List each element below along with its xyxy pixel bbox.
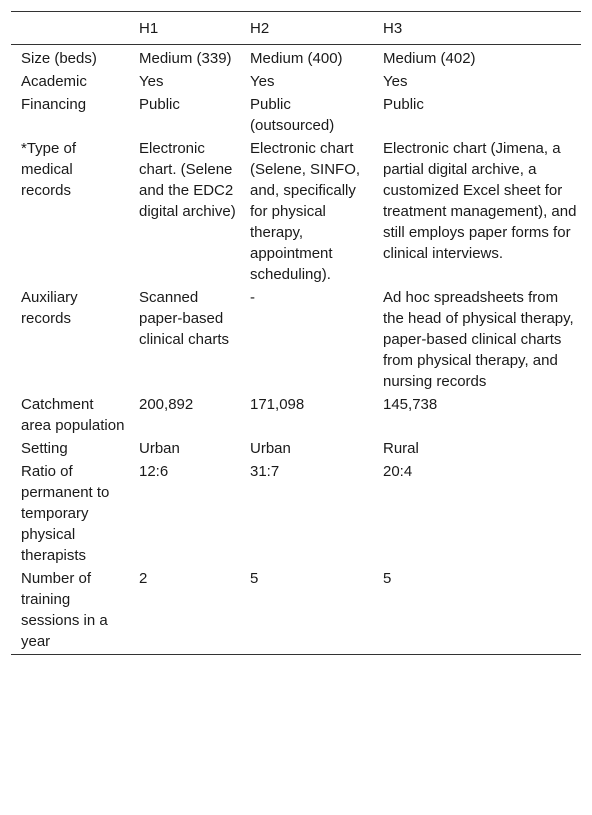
row-label: *Type of medical records <box>21 140 77 199</box>
cell-h1: 200,892 <box>139 396 194 413</box>
cell-h2: Urban <box>250 440 291 457</box>
cell-h1: Urban <box>139 440 180 457</box>
header-cell-blank <box>11 12 129 45</box>
cell-h2: 5 <box>250 570 259 587</box>
cell-h1: Medium (339) <box>139 50 232 67</box>
cell-h2: Yes <box>250 73 275 90</box>
header-cell-h1: H1 <box>139 19 159 37</box>
cell-h3: Ad hoc spreadsheets from the head of physical therapy, paper-based clinical charts from physical therapy, and nursing records <box>383 289 574 390</box>
row-label: Catchment area population <box>21 396 125 434</box>
cell-h3: Yes <box>383 73 408 90</box>
cell-h1: Yes <box>139 73 164 90</box>
header-row <box>11 12 581 45</box>
cell-h2: - <box>250 289 255 306</box>
table-row-training-sessions <box>11 566 581 655</box>
cell-h3: Public <box>383 96 424 113</box>
table-row-academic <box>11 69 581 92</box>
table-row-medical-records <box>11 136 581 285</box>
cell-h1: Scanned paper-based clinical charts <box>139 289 230 348</box>
cell-h1: 2 <box>139 570 148 587</box>
cell-h2: 31:7 <box>250 463 280 480</box>
cell-h3: Medium (402) <box>383 50 476 67</box>
table-body <box>11 45 581 655</box>
row-label: Number of training sessions in a year <box>21 570 108 650</box>
table-row-therapist-ratio <box>11 459 581 566</box>
cell-h3: 5 <box>383 570 392 587</box>
row-label: Auxiliary records <box>21 289 78 327</box>
row-label: Size (beds) <box>21 50 97 67</box>
header-cell-h2: H2 <box>250 19 270 37</box>
cell-h3: Electronic chart (Jimena, a partial digital archive, a customized Excel sheet for treatment management), and still employs paper forms for clinical interviews. <box>383 140 577 262</box>
cell-h3: 20:4 <box>383 463 413 480</box>
hospital-comparison-table <box>11 11 581 655</box>
cell-h2: 171,098 <box>250 396 305 413</box>
table-row-setting <box>11 436 581 459</box>
table-row-auxiliary-records <box>11 285 581 392</box>
row-label: Academic <box>21 73 87 90</box>
table-row-catchment <box>11 392 581 436</box>
row-label: Financing <box>21 96 87 113</box>
cell-h2: Electronic chart (Selene, SINFO, and, specifically for physical therapy, appointment scheduling). <box>250 140 361 283</box>
cell-h2: Medium (400) <box>250 50 343 67</box>
cell-h1: Public <box>139 96 180 113</box>
cell-h3: 145,738 <box>383 396 438 413</box>
cell-h1: 12:6 <box>139 463 169 480</box>
cell-h2: Public (outsourced) <box>250 96 335 134</box>
cell-h3: Rural <box>383 440 419 457</box>
table-header <box>11 12 581 45</box>
hospital-comparison-table-container <box>11 11 581 655</box>
header-cell-h3: H3 <box>383 19 403 37</box>
table-row-size <box>11 45 581 70</box>
row-label: Setting <box>21 440 68 457</box>
table-row-financing <box>11 92 581 136</box>
cell-h1: Electronic chart. (Selene and the EDC2 digital archive) <box>139 140 236 220</box>
row-label: Ratio of permanent to temporary physical therapists <box>21 463 110 564</box>
